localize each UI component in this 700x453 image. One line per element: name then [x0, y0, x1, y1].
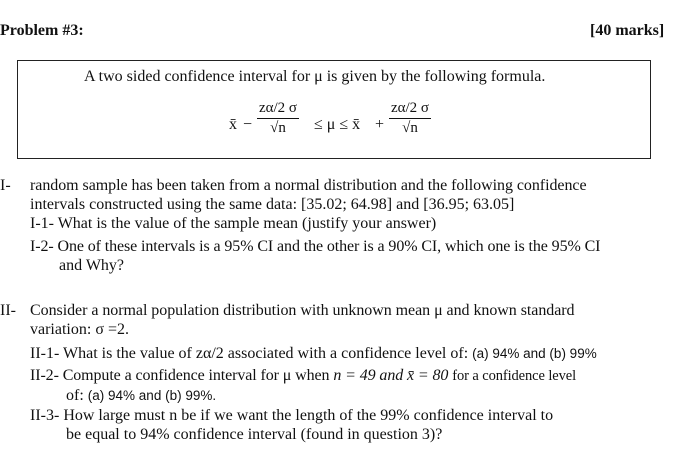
question-II-2-of: of: — [66, 387, 84, 404]
formula-minus: − — [243, 116, 253, 133]
fraction-numerator: zα/2 σ — [257, 100, 299, 119]
question-II-1-options: (a) 94% and (b) 99% — [472, 346, 597, 361]
formula-statement: A two sided confidence interval for μ is given by the following formula. — [84, 68, 546, 85]
question-II-2-text: II-2- Compute a confidence interval for μ when — [30, 367, 330, 384]
question-II-3-line1: II-3- How large must n be if we want the length of the 99% confidence interval to — [30, 407, 554, 424]
question-I-1: I-1- What is the value of the sample mean (justify your answer) — [30, 215, 437, 232]
part1-line1: random sample has been taken from a normal distribution and the following confidence — [30, 177, 587, 194]
formula-fraction-left — [257, 100, 299, 137]
question-I-2-line1: I-2- One of these intervals is a 95% CI and the other is a 90% CI, which one is the 95% CI — [30, 238, 601, 255]
question-II-2-line2 — [66, 386, 216, 405]
fraction-numerator: zα/2 σ — [389, 100, 431, 119]
part2-line1: Consider a normal population distribution with unknown mean μ and known standard — [30, 302, 575, 319]
problem-label: Problem #3: — [0, 22, 84, 39]
question-II-2-math: n = 49 and x̄ = 80 — [333, 367, 449, 384]
part2-line2: variation: σ =2. — [30, 321, 129, 338]
question-II-2-tail: for a confidence level — [452, 368, 577, 384]
question-I-2-line2: and Why? — [59, 257, 125, 274]
question-II-2-options: (a) 94% and (b) 99%. — [87, 388, 217, 403]
formula-xbar-left: x̄ — [229, 116, 237, 133]
confidence-interval-formula — [229, 100, 449, 156]
part1-line2: intervals constructed using the same data: [35.02; 64.98] and [36.95; 63.05] — [30, 196, 515, 213]
formula-plus: + — [375, 116, 385, 133]
question-II-2-line1 — [30, 366, 576, 386]
fraction-denominator: √n — [402, 120, 418, 136]
question-II-1-text: II-1- What is the value of zα/2 associated with a confidence level of: — [30, 345, 469, 362]
part1-roman: I- — [0, 177, 11, 194]
part2-roman: II- — [0, 302, 16, 319]
formula-middle: ≤ μ ≤ x̄ — [314, 116, 361, 133]
marks-label: [40 marks] — [590, 22, 665, 39]
question-II-1 — [30, 344, 597, 363]
fraction-denominator: √n — [270, 120, 286, 136]
question-II-3-line2: be equal to 94% confidence interval (found in question 3)? — [66, 426, 443, 443]
formula-fraction-right — [389, 100, 431, 137]
